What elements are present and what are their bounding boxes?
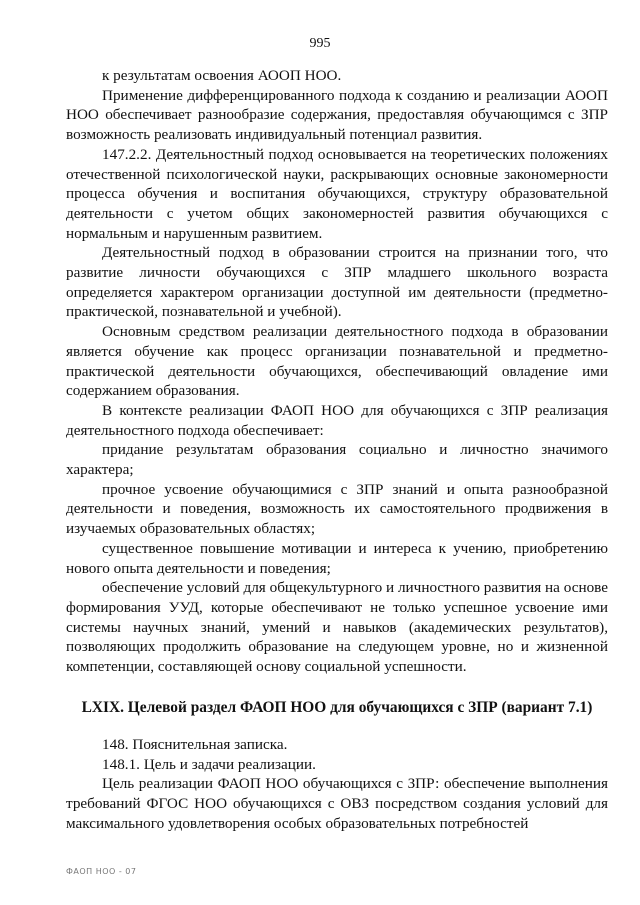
list-item: обеспечение условий для общекультурного и личностного развития на основе формирования УУД, которые обеспечивают не только успешное усвоение ими системы научных знаний, умений и навыков (академических результатов), позволяющих продолжить образование на следующем уровне, но и жизненной компетенции, составляющей основу социальной успешности. <box>66 579 608 676</box>
paragraph: 147.2.2. Деятельностный подход основывается на теоретических положениях отечественной психологической науки, раскрывающих основные закономерности процесса обучения и воспитания обучающихся, структуру образовательной деятельности с учетом общих закономерностей развития обучающихся с нормальным и нарушенным развитием. <box>66 145 608 242</box>
paragraph: к результатам освоения АООП НОО. <box>102 67 342 84</box>
section-heading: LXIX. Целевой раздел ФАОП НОО для обучающихся с ЗПР (вариант 7.1) <box>81 698 593 716</box>
paragraph: 148. Пояснительная записка. <box>102 735 288 753</box>
list-item: придание результатам образования социально и личностно значимого характера; <box>66 441 608 479</box>
paragraph: Применение дифференцированного подхода к созданию и реализации АООП НОО обеспечивает разнообразие содержания, предоставляя обучающимся с ЗПР возможность реализовать индивидуальный потенциал развития. <box>66 86 608 144</box>
paragraph: 148.1. Цель и задачи реализации. <box>102 755 316 773</box>
page-number: 995 <box>309 36 331 51</box>
paragraph: Основным средством реализации деятельностного подхода в образовании является обучение как процесс организации познавательной и предметно-практической деятельности обучающихся, обеспечивающий овладение ими содержанием образования. <box>66 323 608 400</box>
list-item: прочное усвоение обучающимися с ЗПР знаний и опыта разнообразной деятельности и поведения, возможность их самостоятельного продвижения в изучаемых образовательных областях; <box>66 480 608 538</box>
paragraph: Деятельностный подход в образовании строится на признании того, что развитие личности обучающихся с ЗПР младшего школьного возраста определяется характером организации доступной им деятельности (предметно-практической, познавательной и учебной). <box>66 244 608 321</box>
document-body <box>66 66 608 833</box>
paragraph: Цель реализации ФАОП НОО обучающихся с ЗПР: обеспечение выполнения требований ФГОС НОО обучающихся с ОВЗ посредством создания условий для максимального удовлетворения особых образовательных потребностей <box>66 775 608 832</box>
list-item: существенное повышение мотивации и интереса к учению, приобретению нового опыта деятельности и поведения; <box>66 539 608 577</box>
paragraph: В контексте реализации ФАОП НОО для обучающихся с ЗПР реализация деятельностного подхода обеспечивает: <box>66 401 608 439</box>
footer-stamp: ФАОП НОО - 07 <box>66 867 137 876</box>
